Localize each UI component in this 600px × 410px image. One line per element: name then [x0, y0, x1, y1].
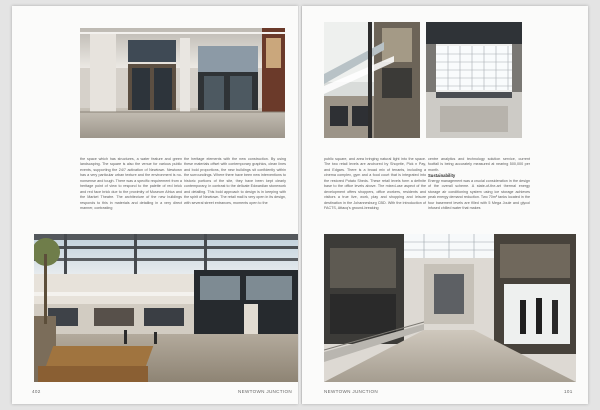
body-paragraph: public square, and area bringing natural light into the space. The two retail levels are anchored by Shoprite, Pick n Pay, and Edgars. There is a broad mix of tenants, including a cinema complex, gym and a food court that is integrated into the restored Potato Sheds. These retail levels form a definite base to the office levels above. The mixed-use aspect of the development offers shoppers, office workers, residents and visitors a true live, work, play and shopping and leisure destination in the Johannesburg CBD. With the introduction of FACTS, Attacq's ground-breaking — [324, 157, 426, 211]
mall-shopfront-corridor-photo — [324, 234, 576, 382]
body-paragraph: centre analytics and technology solution service, current footfall is being accurately measured at nearing 500,000 per month. — [428, 157, 530, 172]
skylight-atrium-photo — [426, 22, 522, 138]
section-heading: Sustainability — [428, 173, 456, 179]
right-text-column-2 — [428, 157, 530, 235]
page-number: 101 — [564, 389, 573, 394]
body-paragraph: the heritage elements with the new construction. By using these materials offset with contemporary graphics, clean lines and bold proportions, the new buildings sit confidently within the surroundings. Where there have been new interventions to historic portions of the site, they have been kept clearly contemporary, in contrast to the delicate Edwardian stonework and detailing. This bold approach to design is in keeping with the spirit of Newtown. The retail mall is very open in its design, with several street entrances, moments open to the — [184, 157, 286, 205]
glass-atrium-escalator-photo — [324, 22, 420, 138]
page-number: 402 — [32, 389, 41, 394]
left-page — [12, 6, 298, 404]
right-text-column-1 — [324, 157, 426, 235]
left-text-column-2 — [184, 157, 286, 235]
right-page — [302, 6, 588, 404]
left-text-column-1 — [80, 157, 182, 235]
body-paragraph: the space which has structures, a water feature and green landscaping. The square is also the venue for various public events, supporting the 24/7 activation of Newtown. Newtown has a very particular urban texture and the environment is no-nonsense and tough. There was a specific requirement from a heritage point of view to respond to the palette of red brick and red face brick due to the proximity of Museum Africa and the Market Theatre. The architecture of the new buildings responds to this in materials and detailing in a very direct manner, contrasting — [80, 157, 182, 211]
running-head: NEWTOWN JUNCTION — [324, 389, 378, 394]
running-head: NEWTOWN JUNCTION — [238, 389, 292, 394]
mall-atrium-walkway-photo — [34, 234, 298, 382]
mall-entrance-interior-photo — [80, 28, 285, 138]
body-paragraph: Energy management was a crucial consideration in the design of the overall scheme. A state-of-the-art thermal energy storage air conditioning system using ice storage achieves peak energy demand reduction. Two 70m³ tanks located in the four basement levels are filled with 5 Mega Joule and glycol infused chilled water that makes — [428, 178, 530, 211]
